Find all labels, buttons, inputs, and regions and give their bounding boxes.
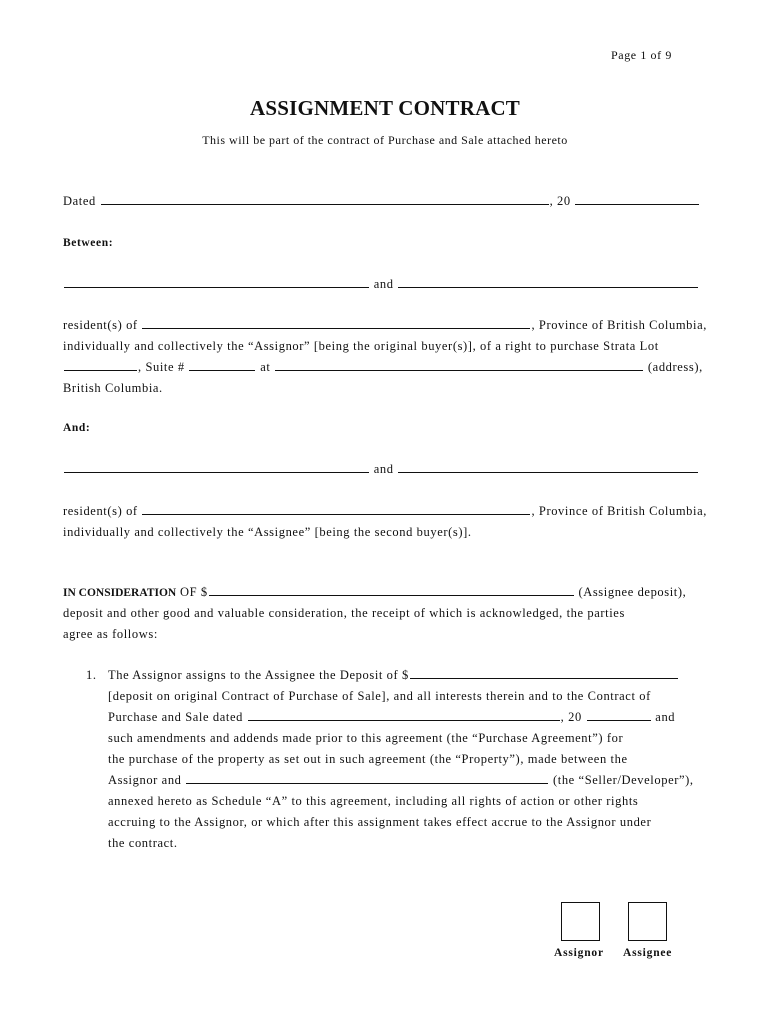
consideration-line-3: agree as follows:: [63, 627, 158, 641]
and-heading: And:: [63, 422, 91, 434]
province-label: , Province of British Columbia,: [531, 504, 707, 518]
province-label: , Province of British Columbia,: [531, 318, 707, 332]
assignee-residence-field[interactable]: [142, 504, 530, 515]
clause-line-6-text: Assignor and: [108, 773, 182, 787]
clause-line-9: the contract.: [108, 836, 178, 850]
assignee-names-line: [63, 462, 699, 477]
british-columbia-line: British Columbia.: [63, 381, 163, 395]
dated-year-prefix: , 20: [549, 194, 571, 208]
suite-field[interactable]: [189, 360, 255, 371]
consideration-bold: IN CONSIDERATION: [63, 587, 177, 599]
clause-and: and: [655, 710, 676, 724]
resident-label: resident(s) of: [63, 318, 138, 332]
assignor-text-line: individually and collectively the “Assignor” [being the original buyer(s)], of a right to purchase Strata Lot: [63, 339, 659, 353]
assignor-residence-field[interactable]: [142, 318, 530, 329]
assignee-initial-box[interactable]: [628, 902, 667, 941]
suite-label: , Suite #: [138, 360, 185, 374]
deposit-amount-field[interactable]: [410, 668, 678, 679]
address-field[interactable]: [275, 360, 643, 371]
assignor-initial-box[interactable]: [561, 902, 600, 941]
seller-developer-label: (the “Seller/Developer”),: [552, 773, 694, 787]
page-number: Page 1 of 9: [611, 48, 672, 62]
clause-line-4: such amendments and addends made prior to this agreement (the “Purchase Agreement”) for: [108, 731, 624, 745]
clause-line-5: the purchase of the property as set out in such agreement (the “Property”), made between the: [108, 752, 628, 766]
dated-field[interactable]: [101, 194, 549, 205]
and-label: and: [373, 277, 394, 291]
assignee-name-2-field[interactable]: [398, 462, 698, 473]
assignee-initial-label: Assignee: [623, 947, 673, 959]
assignee-deposit-label: (Assignee deposit),: [578, 585, 687, 599]
dated-year-field[interactable]: [575, 194, 699, 205]
clause-line-7: annexed hereto as Schedule “A” to this agreement, including all rights of action or other rights: [108, 794, 639, 808]
assignee-text-line: individually and collectively the “Assignee” [being the second buyer(s)].: [63, 525, 472, 539]
address-label: (address),: [647, 360, 703, 374]
resident-label: resident(s) of: [63, 504, 138, 518]
dated-line: [63, 194, 700, 209]
assignor-name-1-field[interactable]: [64, 277, 369, 288]
and-label: and: [373, 462, 394, 476]
purchase-date-field[interactable]: [248, 710, 560, 721]
between-heading: Between:: [63, 237, 114, 249]
clause-number: 1.: [86, 668, 97, 682]
assignor-lot-line: [63, 360, 703, 375]
purchase-year-field[interactable]: [587, 710, 651, 721]
clause-line-2: [deposit on original Contract of Purchase of Sale], and all interests therein and to the Contract of: [108, 689, 651, 703]
clause-line-3-text: Purchase and Sale dated: [108, 710, 243, 724]
consideration-line: [63, 585, 686, 600]
assignee-deposit-field[interactable]: [209, 585, 574, 596]
assignee-residence-line: [63, 504, 707, 519]
assignor-initial-label: Assignor: [554, 947, 604, 959]
seller-developer-field[interactable]: [186, 773, 548, 784]
strata-lot-field[interactable]: [64, 360, 137, 371]
assignor-name-2-field[interactable]: [398, 277, 698, 288]
assignor-names-line: [63, 277, 699, 292]
at-label: at: [260, 360, 271, 374]
assignee-name-1-field[interactable]: [64, 462, 369, 473]
clause-line-6: [108, 773, 694, 788]
clause-year-prefix: , 20: [560, 710, 582, 724]
document-title: ASSIGNMENT CONTRACT: [249, 96, 521, 120]
clause-line-1-text: The Assignor assigns to the Assignee the Deposit of $: [108, 668, 409, 682]
consideration-of: OF $: [179, 585, 208, 599]
dated-label: Dated: [63, 194, 96, 208]
clause-line-1: [108, 668, 679, 683]
document-subtitle: This will be part of the contract of Purchase and Sale attached hereto: [202, 133, 568, 147]
clause-line-8: accruing to the Assignor, or which after this assignment takes effect accrue to the Assignor under: [108, 815, 652, 829]
consideration-line-2: deposit and other good and valuable consideration, the receipt of which is acknowledged, the parties: [63, 606, 625, 620]
clause-line-3: [108, 710, 675, 725]
assignor-residence-line: [63, 318, 707, 333]
